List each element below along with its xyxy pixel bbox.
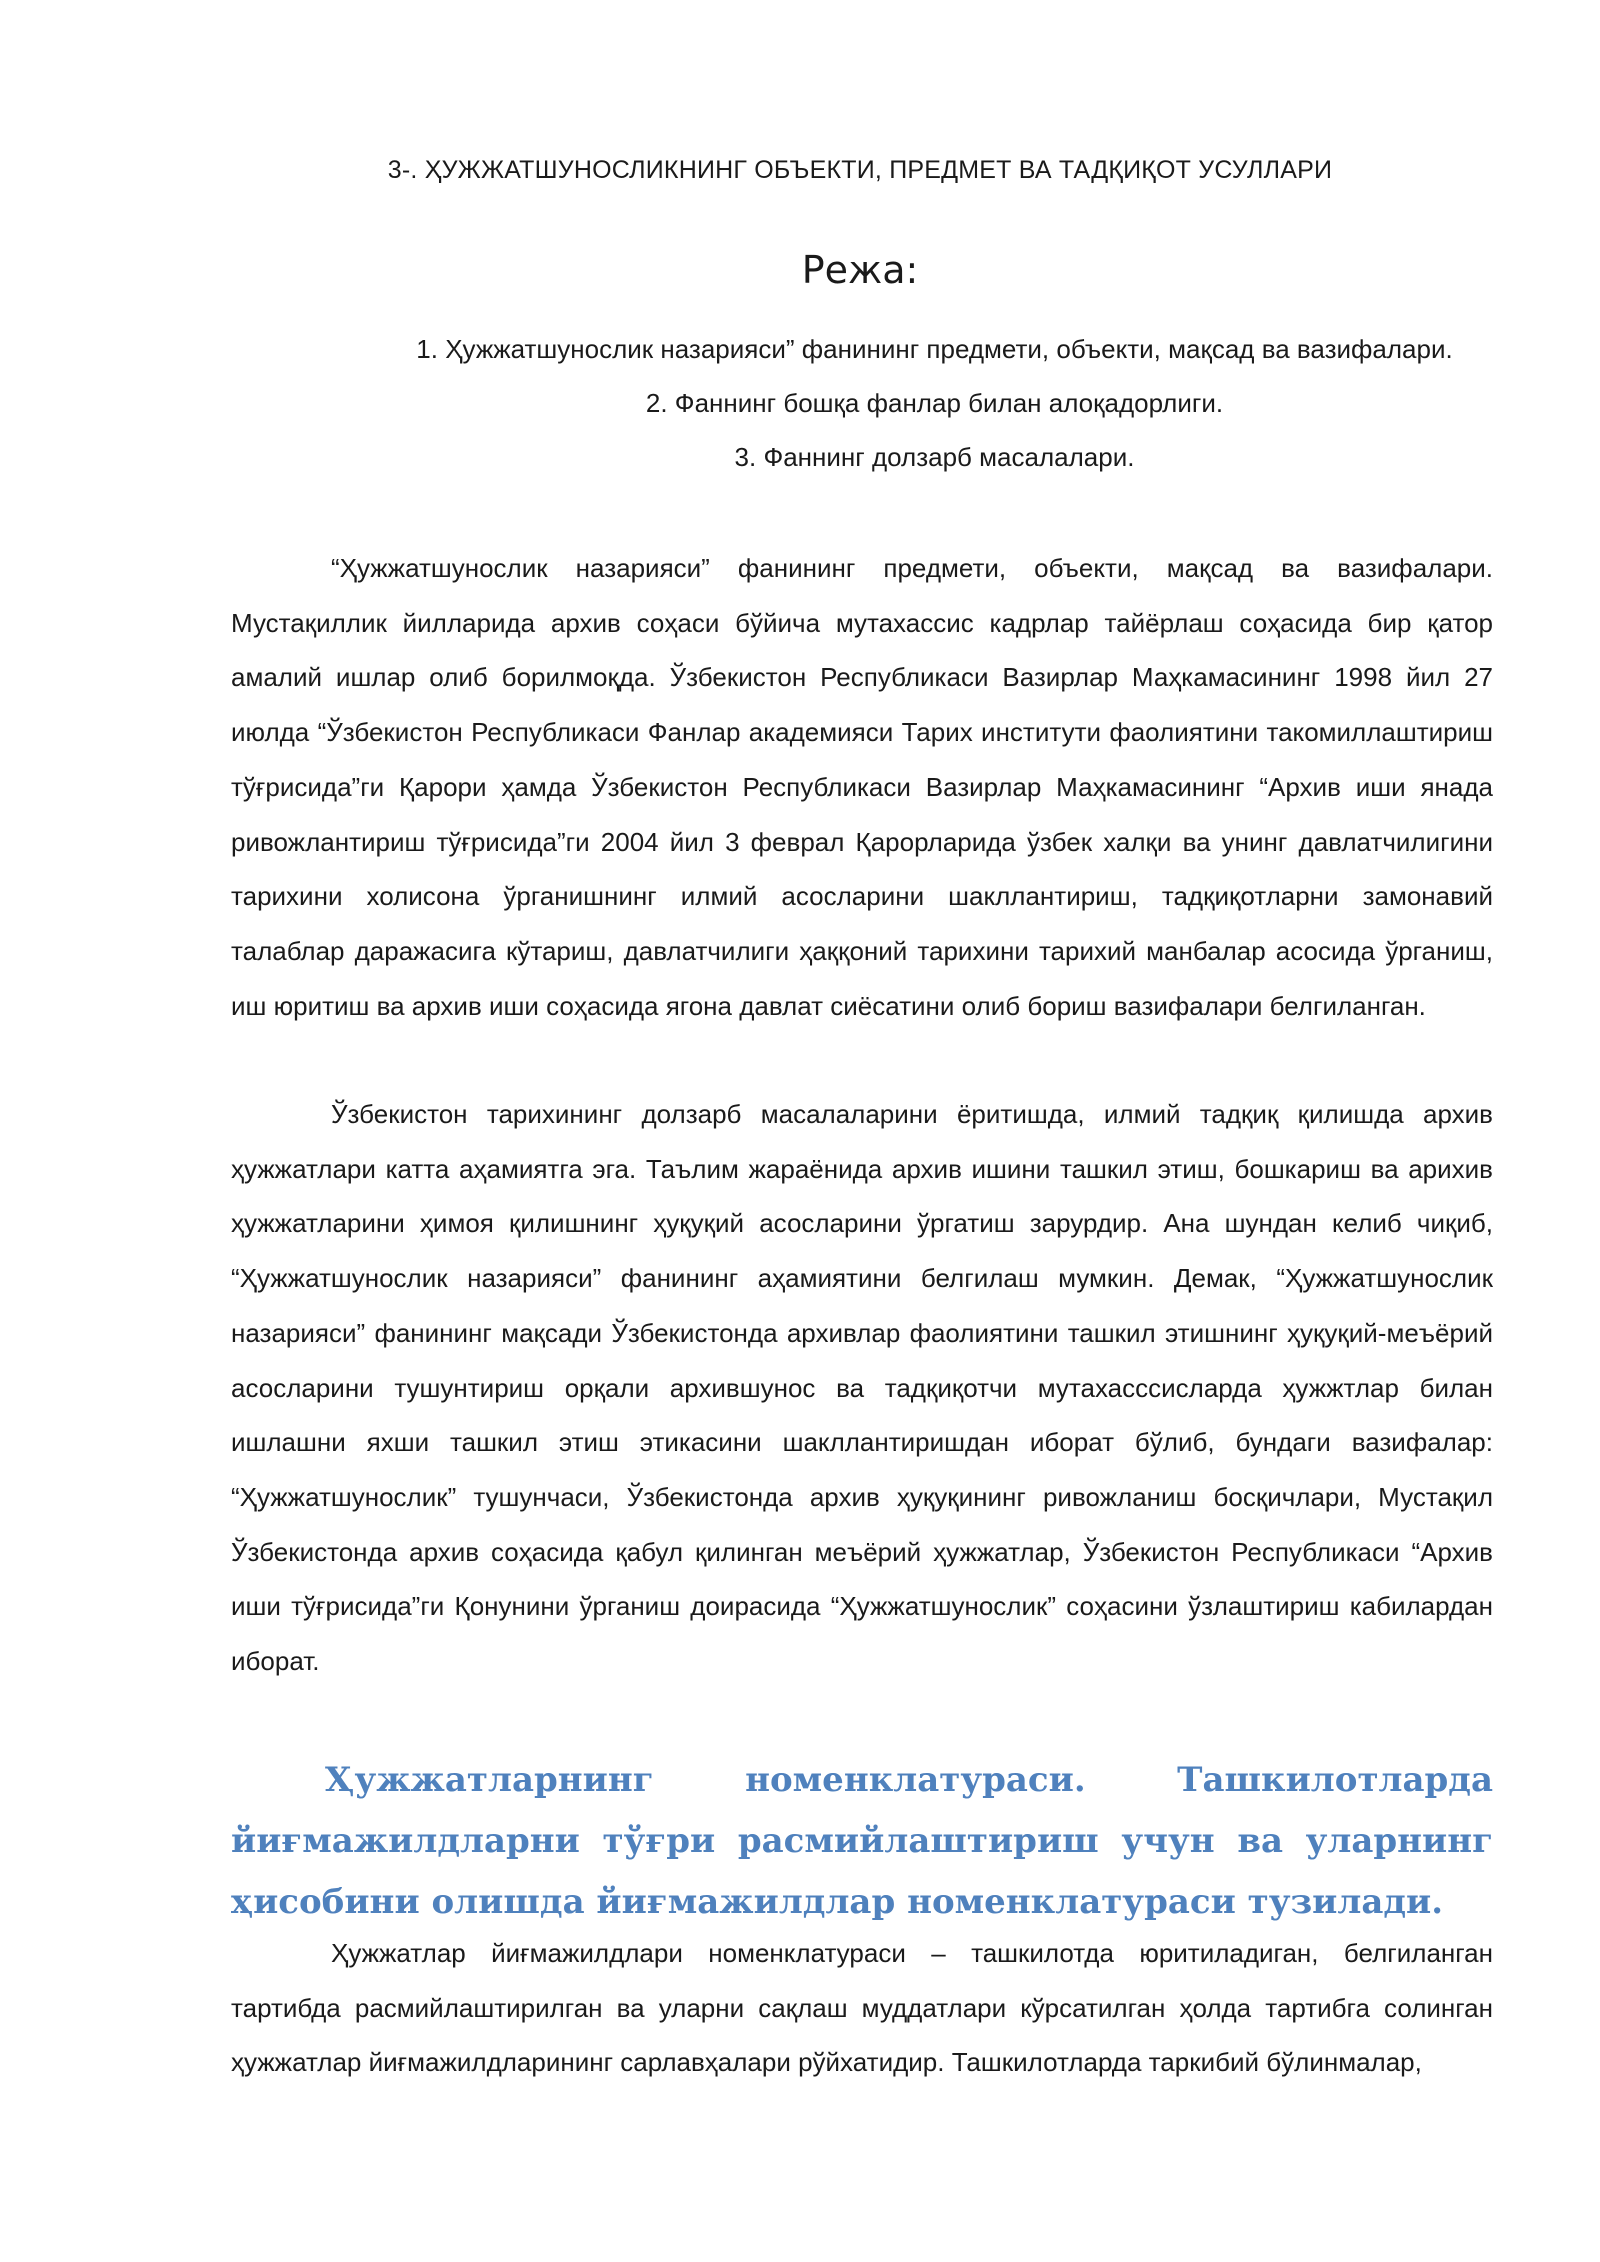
intro-paragraph (231, 541, 1493, 1033)
plan-list (372, 322, 1497, 484)
plan-item: 2. Фаннинг бошқа фанлар билан алоқадорлиги. (645, 388, 1224, 418)
paragraph-text: Ўзбекистон тарихининг долзарб масалаларини ёритишда, илмий тадқиқ қилишда архив ҳужжатлари катта аҳамиятга эга. Таълим жараёнида архив ишини ташкил этиш, бошкариш ва арихив ҳужжатларини ҳимоя қилишнинг ҳуқуқий асосларини ўргатиш зарурдир. Ана шундан келиб чиқиб, “Ҳужжатшунослик назарияси” фанининг аҳамиятини белгилаш мумкин. Демак, “Ҳужжатшунослик назарияси” фанининг мақсади Ўзбекистонда архивлар фаолиятини ташкил этишнинг ҳуқуқий-меъёрий асосларини тушунтириш орқали архившунос ва тадқиқотчи мутахасссисларда ҳужжтлар билан ишлашни яхши ташкил этиш этикасини шакллантиришдан иборат бўлиб, бундаги вазифалар: “Ҳужжатшунослик” тушунчаси, Ўзбекистонда архив ҳуқуқининг ривожланиш босқичлари, Мустақил Ўзбекистонда архив соҳасида қабул қилинган меъёрий ҳужжатлар, Ўзбекистон Республикаси “Архив иши тўғрисида”ги Қонунини ўрганиш доирасида “Ҳужжатшунослик” соҳасини ўзлаштириш кабилардан иборат. (231, 1099, 1493, 1677)
importance-paragraph (231, 1087, 1493, 1689)
plan-item: 3. Фаннинг долзарб масалалари. (734, 442, 1135, 472)
paragraph-text: “Ҳужжатшунослик назарияси” фанининг предмети, объекти, мақсад ва вазифалари. Мустақиллик йилларида архив соҳаси бўйича мутахассис кадрлар тайёрлаш соҳасида бир қатор амалий ишлар олиб борилмоқда. Ўзбекистон Республикаси Вазирлар Маҳкамасининг 1998 йил 27 июлда “Ўзбекистон Республикаси Фанлар академияси Тарих институти фаолиятини такомиллаштириш тўғрисида”ги Қарори ҳамда Ўзбекистон Республикаси Вазирлар Маҳкамасининг “Архив иши янада ривожлантириш тўғрисида”ги 2004 йил 3 феврал Қарорларида ўзбек халқи ва унинг давлатчилигини тарихини холисона ўрганишнинг илмий асосларини шакллантириш, тадқиқотларни замонавий талаблар даражасига кўтариш, давлатчилиги ҳаққоний тарихини тарихий манбалар асосида ўрганиш, иш юритиш ва архив иши соҳасида ягона давлат сиёсатини олиб бориш вазифалари белгиланган. (231, 553, 1493, 1021)
section-heading: Ҳужжатларнинг номенклатураси. Ташкилотларда йиғмажилдларни тўғри расмийлаштириш учун ва уларнинг ҳисобини олишда йиғмажилдлар номенклатураси тузилади. (231, 1760, 1493, 1922)
document-title: 3-. ҲУЖЖАТШУНОСЛИКНИНГ ОБЪЕКТИ, ПРЕДМЕТ ВА ТАДҚИҚОТ УСУЛЛАРИ (387, 156, 1333, 184)
nomenclature-paragraph (231, 1926, 1493, 2090)
paragraph-text: Ҳужжатлар йиғмажилдлари номенклатураси – ташкилотда юритиладиган, белгиланган тартибда расмийлаштирилган ва уларни сақлаш муддатлари кўрсатилган ҳолда тартибга солинган ҳужжатлар йиғмажилдларининг сарлавҳалари рўйхатидир. Ташкилотларда таркибий бўлинмалар, (231, 1938, 1493, 2078)
plan-item: 1. Ҳужжатшунослик назарияси” фанининг предмети, объекти, мақсад ва вазифалари. (416, 334, 1453, 364)
plan-heading: Режа: (801, 248, 919, 292)
